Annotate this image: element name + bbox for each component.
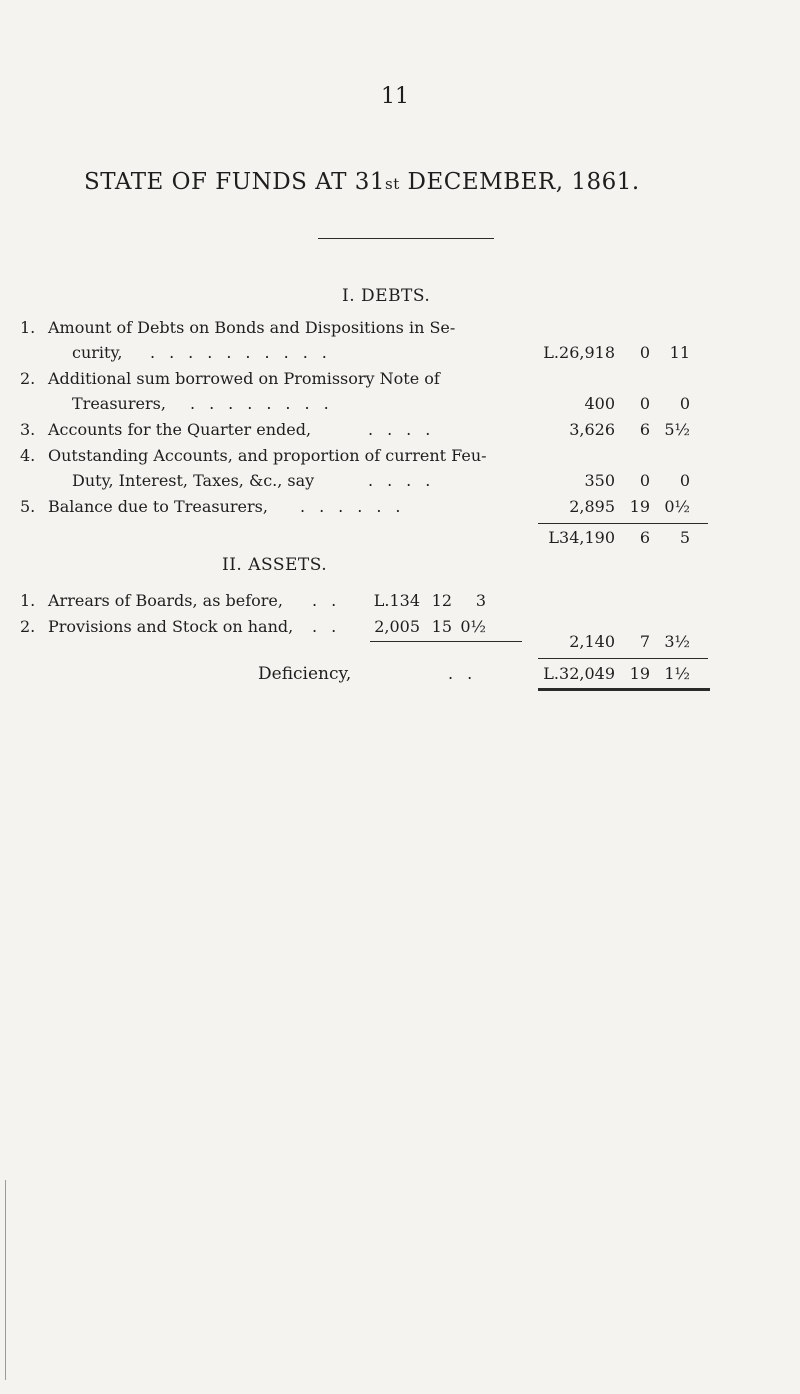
asset-item-2-leader: .. [312, 617, 351, 636]
debt-item-3-line1: Accounts for the Quarter ended, [48, 420, 312, 439]
title-ordinal-suffix: st [385, 175, 400, 193]
debt-item-5-pounds: 2,895 [569, 497, 615, 516]
deficiency-pounds: L.32,049 [543, 664, 615, 683]
debts-total-pounds: L34,190 [548, 528, 615, 547]
debts-total-pence: 5 [679, 528, 690, 547]
assets-total-shillings: 7 [639, 632, 650, 651]
debt-item-3-pence: 5½ [664, 420, 690, 439]
asset-item-2-pence: 0½ [460, 617, 486, 636]
assets-heading: II. ASSETS. [222, 555, 328, 575]
deficiency-pence: 1½ [664, 664, 690, 683]
asset-item-2-number: 2. [20, 617, 36, 636]
debt-item-1-line2: curity, [72, 343, 123, 362]
debt-item-2-pence: 0 [679, 394, 690, 413]
page-title [84, 169, 640, 195]
debt-item-4-line1: Outstanding Accounts, and proportion of current Feu- [48, 446, 487, 465]
debt-item-3-pounds: 3,626 [569, 420, 615, 439]
deficiency-label: Deficiency, [258, 664, 352, 684]
asset-item-1-label: Arrears of Boards, as before, [48, 591, 283, 610]
debt-item-4-pounds: 350 [584, 471, 615, 490]
asset-item-1-number: 1. [20, 591, 36, 610]
debt-item-3-number: 3. [20, 420, 36, 439]
debt-item-3-leader: .... [368, 420, 445, 439]
debt-item-1-pounds: L.26,918 [543, 343, 615, 362]
debt-item-5-pence: 0½ [664, 497, 690, 516]
deficiency-double-rule [538, 688, 710, 691]
deficiency-leader: .. [448, 664, 487, 683]
debt-item-1-pence: 11 [669, 343, 690, 362]
assets-subtotal-rule [370, 641, 522, 642]
debt-item-3-shillings: 6 [639, 420, 650, 439]
debt-item-2-shillings: 0 [639, 394, 650, 413]
debt-item-2-number: 2. [20, 369, 36, 388]
debt-item-2-pounds: 400 [584, 394, 615, 413]
debt-item-5-leader: ...... [300, 497, 415, 516]
asset-item-2-shillings: 15 [431, 617, 452, 636]
debt-item-4-leader: .... [368, 471, 445, 490]
debt-item-2-line2: Treasurers, [72, 394, 166, 413]
debt-item-1-shillings: 0 [639, 343, 650, 362]
debt-item-4-pence: 0 [679, 471, 690, 490]
deficiency-rule [538, 658, 708, 659]
title-rest: DECEMBER, 1861. [399, 169, 640, 195]
title-prefix: STATE OF FUNDS AT 31 [84, 169, 386, 195]
debts-total-rule [538, 523, 708, 524]
debt-item-1-number: 1. [20, 318, 36, 337]
scan-edge-line [5, 1180, 6, 1380]
debt-item-5-line1: Balance due to Treasurers, [48, 497, 268, 516]
debt-item-2-line1: Additional sum borrowed on Promissory Note of [48, 369, 440, 388]
debt-item-4-number: 4. [20, 446, 36, 465]
debt-item-1-leader: .......... [150, 343, 341, 362]
deficiency-shillings: 19 [629, 664, 650, 683]
debt-item-5-shillings: 19 [629, 497, 650, 516]
debts-heading: I. DEBTS. [342, 286, 431, 306]
asset-item-1-shillings: 12 [431, 591, 452, 610]
debt-item-5-number: 5. [20, 497, 36, 516]
title-divider [318, 238, 494, 239]
asset-item-2-pounds: 2,005 [374, 617, 420, 636]
asset-item-2-label: Provisions and Stock on hand, [48, 617, 294, 636]
debt-item-4-line2: Duty, Interest, Taxes, &c., say [72, 471, 315, 490]
debt-item-2-leader: ........ [190, 394, 343, 413]
page-number: 11 [381, 84, 409, 109]
assets-total-pounds: 2,140 [569, 632, 615, 651]
debts-total-shillings: 6 [639, 528, 650, 547]
asset-item-1-pence: 3 [475, 591, 486, 610]
asset-item-1-leader: .. [312, 591, 351, 610]
asset-item-1-pounds: L.134 [373, 591, 420, 610]
assets-total-pence: 3½ [664, 632, 690, 651]
debt-item-1-line1: Amount of Debts on Bonds and Dispositions in Se- [48, 318, 456, 337]
debt-item-4-shillings: 0 [639, 471, 650, 490]
